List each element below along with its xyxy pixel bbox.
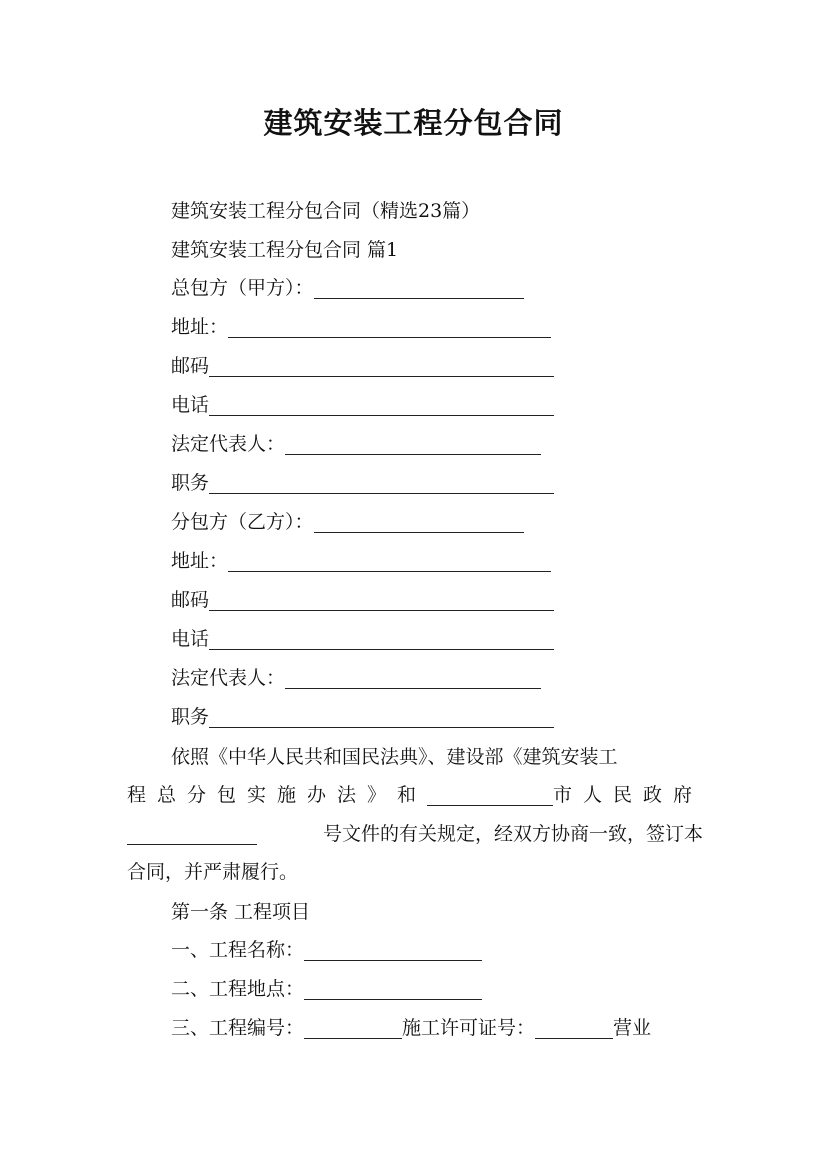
intro-line-4-text: 合同，并严肃履行。 [127,861,299,883]
project-location-row [171,974,482,1004]
permit-number-blank[interactable] [535,1016,613,1039]
intro-line-2-b: 市人民政府 [552,784,703,806]
intro-line-2 [127,772,703,811]
intro-line-1-text: 依照《中华人民共和国民法典》、建设部《建筑安装工 [171,745,618,768]
permit-number-label: 施工许可证号： [402,1017,536,1039]
party-a-phone-label: 电话 [171,394,210,416]
party-a-postcode-blank[interactable] [209,354,554,377]
party-a-postcode-label: 邮码 [171,355,210,377]
party-a-legal-rep-row [171,429,541,459]
business-label-text: 营业 [613,1017,652,1039]
intro-city-blank[interactable] [427,783,553,806]
party-a-address-label: 地址： [171,316,229,338]
party-b-postcode-row [171,585,554,615]
article-1-heading [171,897,310,927]
project-name-blank[interactable] [304,938,482,961]
party-a-position-blank[interactable] [209,471,554,494]
document-subtitle [171,196,480,226]
party-a-postcode-row [171,351,554,381]
party-a-phone-blank[interactable] [209,393,554,416]
party-b-postcode-label: 邮码 [171,589,210,611]
party-b-legal-rep-row [171,663,541,693]
party-b-row [171,507,524,537]
project-name-row [171,935,482,965]
project-name-label: 一、工程名称： [171,939,305,961]
intro-line-3 [127,810,703,849]
party-b-phone-label: 电话 [171,628,210,650]
intro-doc-number-blank[interactable] [127,822,257,845]
intro-paragraph [127,733,703,887]
section-heading [171,235,398,265]
party-b-position-label: 职务 [171,706,210,728]
intro-line-2-a: 程总分包实施办法》和 [127,784,428,806]
party-a-name-blank[interactable] [314,276,524,299]
party-a-address-blank[interactable] [228,315,551,338]
intro-line-1 [127,733,703,772]
project-number-row [171,1013,651,1043]
party-a-legal-rep-blank[interactable] [285,432,541,455]
section-heading-text: 建筑安装工程分包合同 篇1 [171,239,399,261]
party-a-position-row [171,468,554,498]
party-b-phone-blank[interactable] [209,627,554,650]
party-a-legal-rep-label: 法定代表人： [171,433,286,455]
article-1-heading-text: 第一条 工程项目 [171,901,311,923]
party-b-legal-rep-label: 法定代表人： [171,667,286,689]
intro-line-4 [127,849,703,888]
party-b-address-blank[interactable] [228,549,551,572]
party-b-label: 分包方（乙方）： [171,511,314,533]
party-a-address-row [171,312,551,342]
party-b-postcode-blank[interactable] [209,588,554,611]
party-b-name-blank[interactable] [314,510,524,533]
party-a-row [171,273,524,303]
party-a-position-label: 职务 [171,472,210,494]
project-location-label: 二、工程地点： [171,978,305,1000]
party-a-phone-row [171,390,554,420]
document-title: 建筑安装工程分包合同 [263,106,564,140]
project-number-blank[interactable] [304,1016,402,1039]
party-b-position-blank[interactable] [209,705,554,728]
project-location-blank[interactable] [304,977,482,1000]
subtitle-text: 建筑安装工程分包合同（精选23篇） [171,200,481,222]
party-b-address-label: 地址： [171,550,229,572]
party-b-address-row [171,546,551,576]
party-a-label: 总包方（甲方）： [171,277,314,299]
party-b-legal-rep-blank[interactable] [285,666,541,689]
intro-line-3-text: 号文件的有关规定，经双方协商一致，签订本 [322,822,703,845]
party-b-phone-row [171,624,554,654]
party-b-position-row [171,702,554,732]
project-number-label: 三、工程编号： [171,1017,305,1039]
